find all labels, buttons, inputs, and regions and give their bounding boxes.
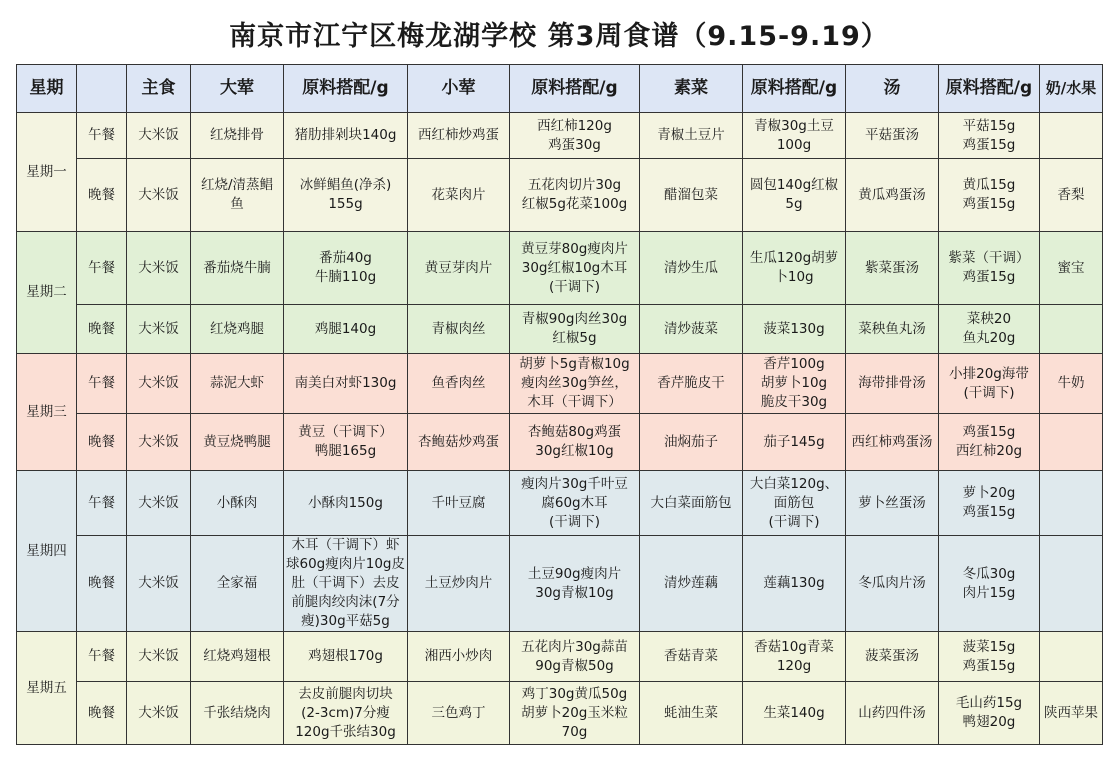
vegetable-cell: 油焖茄子 <box>640 414 743 471</box>
menu-row <box>17 305 1103 354</box>
page-title: 南京市江宁区梅龙湖学校 第3周食谱（9.15-9.19） <box>229 21 889 52</box>
vegetable-cell: 香芹脆皮干 <box>640 354 743 414</box>
meal-cell: 午餐 <box>77 354 127 414</box>
soup-cell: 山药四件汤 <box>846 682 939 745</box>
minor-dish-cell: 杏鲍菇炒鸡蛋 <box>408 414 510 471</box>
staple-cell: 大米饭 <box>127 682 191 745</box>
main-dish-cell: 黄豆烧鸭腿 <box>191 414 284 471</box>
vegetable-ingredients-cell: 大白菜120g、 面筋包 (干调下) <box>743 471 846 536</box>
menu-row <box>17 159 1103 232</box>
minor-dish-cell: 湘西小炒肉 <box>408 632 510 682</box>
menu-row <box>17 354 1103 414</box>
minor-dish-cell: 土豆炒肉片 <box>408 536 510 632</box>
main-dish-cell: 小酥肉 <box>191 471 284 536</box>
header-day: 星期 <box>17 65 77 113</box>
vegetable-ingredients-cell: 生瓜120g胡萝 卜10g <box>743 232 846 305</box>
header-staple: 主食 <box>127 65 191 113</box>
minor-ingredients-cell: 五花肉片30g蒜苗 90g青椒50g <box>510 632 640 682</box>
minor-ingredients-cell: 青椒90g肉丝30g 红椒5g <box>510 305 640 354</box>
soup-ingredients-cell: 小排20g海带 (干调下) <box>939 354 1040 414</box>
main-dish-cell: 全家福 <box>191 536 284 632</box>
meal-cell: 晚餐 <box>77 682 127 745</box>
soup-ingredients-cell: 鸡蛋15g 西红柿20g <box>939 414 1040 471</box>
header-main-dish: 大荤 <box>191 65 284 113</box>
staple-cell: 大米饭 <box>127 536 191 632</box>
menu-row <box>17 632 1103 682</box>
menu-row <box>17 414 1103 471</box>
vegetable-ingredients-cell: 香芹100g 胡萝卜10g 脆皮干30g <box>743 354 846 414</box>
soup-cell: 冬瓜肉片汤 <box>846 536 939 632</box>
minor-ingredients-cell: 鸡丁30g黄瓜50g 胡萝卜20g玉米粒 70g <box>510 682 640 745</box>
header-row <box>17 65 1103 113</box>
main-dish-cell: 红烧/清蒸鲳 鱼 <box>191 159 284 232</box>
staple-cell: 大米饭 <box>127 232 191 305</box>
soup-ingredients-cell: 毛山药15g 鸭翅20g <box>939 682 1040 745</box>
soup-ingredients-cell: 黄瓜15g 鸡蛋15g <box>939 159 1040 232</box>
milk-fruit-cell <box>1040 113 1103 159</box>
day-cell: 星期一 <box>17 113 77 232</box>
vegetable-cell: 醋溜包菜 <box>640 159 743 232</box>
soup-cell: 平菇蛋汤 <box>846 113 939 159</box>
milk-fruit-cell <box>1040 536 1103 632</box>
staple-cell: 大米饭 <box>127 414 191 471</box>
main-dish-cell: 番茄烧牛腩 <box>191 232 284 305</box>
meal-cell: 晚餐 <box>77 414 127 471</box>
vegetable-ingredients-cell: 圆包140g红椒 5g <box>743 159 846 232</box>
day-cell: 星期三 <box>17 354 77 471</box>
vegetable-ingredients-cell: 香菇10g青菜 120g <box>743 632 846 682</box>
meal-cell: 午餐 <box>77 113 127 159</box>
staple-cell: 大米饭 <box>127 305 191 354</box>
minor-ingredients-cell: 杏鲍菇80g鸡蛋 30g红椒10g <box>510 414 640 471</box>
meal-cell: 午餐 <box>77 232 127 305</box>
vegetable-ingredients-cell: 青椒30g土豆 100g <box>743 113 846 159</box>
soup-ingredients-cell: 菜秧20 鱼丸20g <box>939 305 1040 354</box>
vegetable-cell: 清炒菠菜 <box>640 305 743 354</box>
staple-cell: 大米饭 <box>127 471 191 536</box>
soup-cell: 西红柿鸡蛋汤 <box>846 414 939 471</box>
header-meal <box>77 65 127 113</box>
minor-ingredients-cell: 西红柿120g 鸡蛋30g <box>510 113 640 159</box>
minor-ingredients-cell: 胡萝卜5g青椒10g 瘦肉丝30g笋丝， 木耳（干调下） <box>510 354 640 414</box>
meal-cell: 午餐 <box>77 632 127 682</box>
vegetable-cell: 青椒土豆片 <box>640 113 743 159</box>
soup-ingredients-cell: 萝卜20g 鸡蛋15g <box>939 471 1040 536</box>
staple-cell: 大米饭 <box>127 113 191 159</box>
menu-row <box>17 536 1103 632</box>
vegetable-cell: 大白菜面筋包 <box>640 471 743 536</box>
main-dish-cell: 红烧排骨 <box>191 113 284 159</box>
main-dish-cell: 千张结烧肉 <box>191 682 284 745</box>
day-cell: 星期二 <box>17 232 77 354</box>
menu-body <box>17 113 1103 745</box>
menu-row <box>17 232 1103 305</box>
soup-cell: 海带排骨汤 <box>846 354 939 414</box>
vegetable-cell: 蚝油生菜 <box>640 682 743 745</box>
menu-table <box>16 64 1103 745</box>
milk-fruit-cell <box>1040 632 1103 682</box>
minor-dish-cell: 西红柿炒鸡蛋 <box>408 113 510 159</box>
minor-dish-cell: 黄豆芽肉片 <box>408 232 510 305</box>
main-ingredients-cell: 冰鲜鲳鱼(净杀) 155g <box>284 159 408 232</box>
header-minor-dish: 小荤 <box>408 65 510 113</box>
minor-dish-cell: 三色鸡丁 <box>408 682 510 745</box>
soup-cell: 萝卜丝蛋汤 <box>846 471 939 536</box>
header-main-ingredients: 原料搭配/g <box>284 65 408 113</box>
main-ingredients-cell: 小酥肉150g <box>284 471 408 536</box>
soup-cell: 紫菜蛋汤 <box>846 232 939 305</box>
milk-fruit-cell: 蜜宝 <box>1040 232 1103 305</box>
header-minor-ingredients: 原料搭配/g <box>510 65 640 113</box>
header-milk-fruit: 奶/水果 <box>1040 65 1103 113</box>
staple-cell: 大米饭 <box>127 632 191 682</box>
minor-ingredients-cell: 黄豆芽80g瘦肉片 30g红椒10g木耳 (干调下) <box>510 232 640 305</box>
meal-cell: 晚餐 <box>77 159 127 232</box>
menu-row <box>17 682 1103 745</box>
soup-ingredients-cell: 菠菜15g 鸡蛋15g <box>939 632 1040 682</box>
vegetable-ingredients-cell: 生菜140g <box>743 682 846 745</box>
day-cell: 星期五 <box>17 632 77 745</box>
vegetable-ingredients-cell: 莲藕130g <box>743 536 846 632</box>
soup-cell: 菜秧鱼丸汤 <box>846 305 939 354</box>
staple-cell: 大米饭 <box>127 159 191 232</box>
minor-dish-cell: 千叶豆腐 <box>408 471 510 536</box>
minor-ingredients-cell: 五花肉切片30g 红椒5g花菜100g <box>510 159 640 232</box>
soup-ingredients-cell: 平菇15g 鸡蛋15g <box>939 113 1040 159</box>
menu-row <box>17 471 1103 536</box>
milk-fruit-cell: 陕西苹果 <box>1040 682 1103 745</box>
header-soup-ingredients: 原料搭配/g <box>939 65 1040 113</box>
milk-fruit-cell <box>1040 471 1103 536</box>
soup-cell: 黄瓜鸡蛋汤 <box>846 159 939 232</box>
main-ingredients-cell: 鸡翅根170g <box>284 632 408 682</box>
staple-cell: 大米饭 <box>127 354 191 414</box>
main-ingredients-cell: 番茄40g 牛腩110g <box>284 232 408 305</box>
vegetable-cell: 清炒莲藕 <box>640 536 743 632</box>
minor-dish-cell: 花菜肉片 <box>408 159 510 232</box>
meal-cell: 午餐 <box>77 471 127 536</box>
header-vegetable: 素菜 <box>640 65 743 113</box>
soup-ingredients-cell: 冬瓜30g 肉片15g <box>939 536 1040 632</box>
main-ingredients-cell: 去皮前腿肉切块 (2-3cm)7分瘦 120g千张结30g <box>284 682 408 745</box>
header-vegetable-ingredients: 原料搭配/g <box>743 65 846 113</box>
main-dish-cell: 红烧鸡翅根 <box>191 632 284 682</box>
main-dish-cell: 蒜泥大虾 <box>191 354 284 414</box>
main-ingredients-cell: 猪肋排剁块140g <box>284 113 408 159</box>
day-cell: 星期四 <box>17 471 77 632</box>
minor-ingredients-cell: 瘦肉片30g千叶豆 腐60g木耳 (干调下) <box>510 471 640 536</box>
milk-fruit-cell <box>1040 305 1103 354</box>
main-dish-cell: 红烧鸡腿 <box>191 305 284 354</box>
soup-ingredients-cell: 紫菜（干调） 鸡蛋15g <box>939 232 1040 305</box>
vegetable-ingredients-cell: 菠菜130g <box>743 305 846 354</box>
soup-cell: 菠菜蛋汤 <box>846 632 939 682</box>
milk-fruit-cell: 香梨 <box>1040 159 1103 232</box>
header-soup: 汤 <box>846 65 939 113</box>
vegetable-ingredients-cell: 茄子145g <box>743 414 846 471</box>
vegetable-cell: 清炒生瓜 <box>640 232 743 305</box>
menu-row <box>17 113 1103 159</box>
main-ingredients-cell: 鸡腿140g <box>284 305 408 354</box>
meal-cell: 晚餐 <box>77 305 127 354</box>
main-ingredients-cell: 黄豆（干调下） 鸭腿165g <box>284 414 408 471</box>
minor-dish-cell: 青椒肉丝 <box>408 305 510 354</box>
meal-cell: 晚餐 <box>77 536 127 632</box>
minor-ingredients-cell: 土豆90g瘦肉片 30g青椒10g <box>510 536 640 632</box>
vegetable-cell: 香菇青菜 <box>640 632 743 682</box>
main-ingredients-cell: 木耳（干调下）虾 球60g瘦肉片10g皮 肚（干调下）去皮 前腿肉绞肉沫(7分 瘦)30g平菇5g <box>284 536 408 632</box>
milk-fruit-cell <box>1040 414 1103 471</box>
milk-fruit-cell: 牛奶 <box>1040 354 1103 414</box>
minor-dish-cell: 鱼香肉丝 <box>408 354 510 414</box>
main-ingredients-cell: 南美白对虾130g <box>284 354 408 414</box>
